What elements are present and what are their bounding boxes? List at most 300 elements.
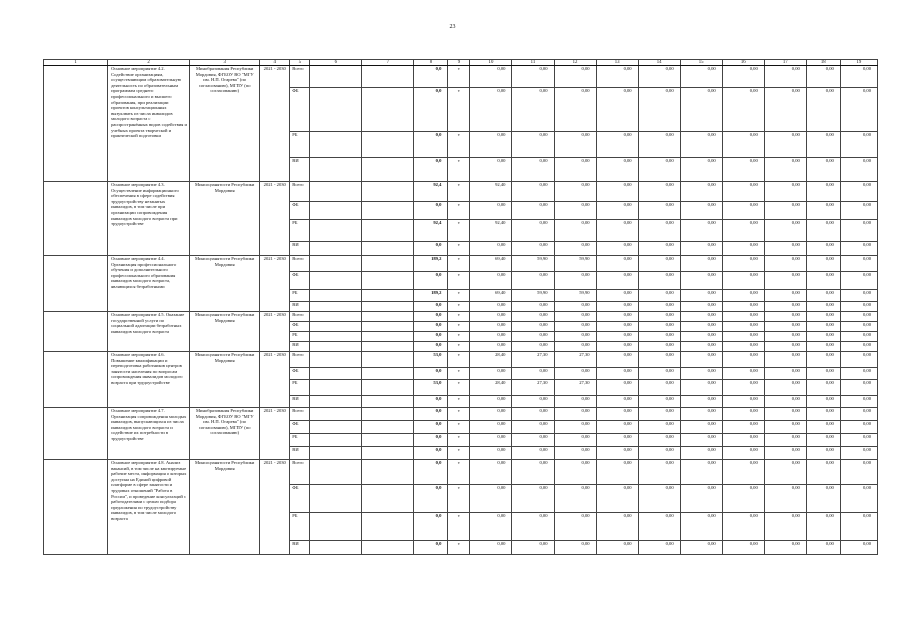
total-amount: 53,0: [414, 352, 448, 368]
year-value: 0,00: [554, 434, 596, 447]
year-value: 0,00: [512, 88, 554, 132]
year-value: 0,00: [638, 132, 680, 158]
year-value: 0,00: [470, 158, 512, 182]
year-value: 0,00: [806, 132, 840, 158]
empty-cell: [362, 513, 414, 541]
year-value: 0,00: [680, 312, 722, 322]
year-value: 0,00: [680, 272, 722, 290]
empty-cell: [362, 447, 414, 460]
year-value: 0,00: [638, 421, 680, 434]
year-value: 0,00: [764, 312, 806, 322]
year-value: 0,00: [596, 368, 638, 380]
unit-cell: т: [448, 541, 470, 555]
year-value: 0,00: [512, 302, 554, 312]
year-value: 0,00: [764, 132, 806, 158]
implementation-period: 2021 - 2030: [260, 408, 290, 460]
year-value: 0,00: [470, 513, 512, 541]
year-value: 0,00: [764, 242, 806, 256]
year-value: 0,00: [840, 513, 877, 541]
year-value: 0,00: [680, 182, 722, 202]
activity-name: Основное мероприятие 4.3. Осуществление информационного обеспечения в сфере содействия трудоустройству незанятых инвалидов, в том числе при организации сопровождения инвалидов молодого возраста при трудоустройстве: [108, 182, 190, 256]
year-value: 0,00: [806, 447, 840, 460]
year-value: 0,00: [554, 513, 596, 541]
column-number: 14: [638, 60, 680, 66]
row-number-cell: [44, 256, 108, 312]
year-value: 0,00: [764, 368, 806, 380]
year-value: 0,00: [806, 220, 840, 242]
year-value: 0,00: [554, 302, 596, 312]
year-value: 0,00: [840, 66, 877, 88]
page-number: 23: [449, 24, 456, 30]
year-value: 0,00: [596, 380, 638, 396]
year-value: 0,00: [638, 202, 680, 220]
year-value: 59,90: [554, 290, 596, 302]
row-number-cell: [44, 352, 108, 408]
empty-cell: [310, 220, 362, 242]
column-number: 10: [470, 60, 512, 66]
year-value: 0,00: [722, 322, 764, 332]
empty-cell: [362, 302, 414, 312]
row-number-cell: [44, 312, 108, 352]
year-value: 0,00: [764, 66, 806, 88]
empty-cell: [310, 256, 362, 272]
year-value: 0,00: [764, 408, 806, 421]
unit-cell: т: [448, 272, 470, 290]
year-value: 0,00: [638, 368, 680, 380]
unit-cell: т: [448, 182, 470, 202]
year-value: 0,00: [806, 290, 840, 302]
year-value: 0,00: [764, 342, 806, 352]
year-value: 0,00: [764, 182, 806, 202]
responsible-party: Минсоцзанятости Республики Мордовия: [190, 182, 260, 256]
year-value: 0,00: [680, 132, 722, 158]
unit-cell: т: [448, 368, 470, 380]
empty-cell: [310, 322, 362, 332]
funding-source: РБ: [290, 290, 310, 302]
year-value: 0,00: [840, 220, 877, 242]
year-value: 0,00: [680, 485, 722, 513]
funding-source: ФБ: [290, 421, 310, 434]
year-value: 0,00: [680, 421, 722, 434]
budget-table: [43, 59, 878, 555]
total-amount: 92,4: [414, 220, 448, 242]
row-number-cell: [44, 408, 108, 460]
funding-source: Всего: [290, 312, 310, 322]
year-value: 69,40: [470, 290, 512, 302]
year-value: 0,00: [680, 342, 722, 352]
unit-cell: т: [448, 202, 470, 220]
empty-cell: [310, 434, 362, 447]
year-value: 0,00: [680, 541, 722, 555]
year-value: 0,00: [840, 158, 877, 182]
year-value: 28,40: [470, 352, 512, 368]
responsible-party: Минсоцзанятости Республики Мордовия: [190, 460, 260, 555]
column-number: 6: [310, 60, 362, 66]
year-value: 0,00: [764, 434, 806, 447]
year-value: 0,00: [470, 66, 512, 88]
empty-cell: [310, 242, 362, 256]
year-value: 0,00: [554, 342, 596, 352]
year-value: 0,00: [596, 256, 638, 272]
table-row: [44, 182, 878, 202]
year-value: 0,00: [840, 447, 877, 460]
funding-source: ФБ: [290, 88, 310, 132]
year-value: 0,00: [680, 88, 722, 132]
empty-cell: [310, 408, 362, 421]
year-value: 0,00: [512, 158, 554, 182]
year-value: 0,00: [840, 132, 877, 158]
empty-cell: [362, 242, 414, 256]
funding-source: Всего: [290, 66, 310, 88]
empty-cell: [362, 352, 414, 368]
year-value: 0,00: [722, 158, 764, 182]
empty-cell: [310, 132, 362, 158]
year-value: 0,00: [680, 352, 722, 368]
unit-cell: т: [448, 342, 470, 352]
total-amount: 0,0: [414, 541, 448, 555]
empty-cell: [362, 132, 414, 158]
year-value: 0,00: [840, 434, 877, 447]
table-row: [44, 312, 878, 322]
year-value: 0,00: [764, 396, 806, 408]
year-value: 0,00: [722, 408, 764, 421]
row-number-cell: [44, 66, 108, 182]
year-value: 0,00: [840, 88, 877, 132]
year-value: 0,00: [554, 242, 596, 256]
year-value: 0,00: [806, 302, 840, 312]
funding-source: ВИ: [290, 447, 310, 460]
unit-cell: т: [448, 352, 470, 368]
year-value: 0,00: [554, 485, 596, 513]
funding-source: РБ: [290, 434, 310, 447]
unit-cell: т: [448, 158, 470, 182]
activity-name: Основное мероприятие 4.6. Повышение квалификации и переподготовка работников центров занятости населения по вопросам сопровождения инвалидов молодого возраста при трудоустройстве: [108, 352, 190, 408]
year-value: 0,00: [512, 421, 554, 434]
year-value: 0,00: [840, 302, 877, 312]
empty-cell: [310, 332, 362, 342]
year-value: 0,00: [840, 242, 877, 256]
year-value: 0,00: [638, 182, 680, 202]
funding-source: РБ: [290, 513, 310, 541]
year-value: 0,00: [722, 541, 764, 555]
table-row: [44, 66, 878, 88]
funding-source: ФБ: [290, 368, 310, 380]
total-amount: 0,0: [414, 158, 448, 182]
year-value: 0,00: [722, 220, 764, 242]
year-value: 0,00: [806, 202, 840, 220]
total-amount: 0,0: [414, 132, 448, 158]
year-value: 0,00: [680, 408, 722, 421]
total-amount: 0,0: [414, 408, 448, 421]
year-value: 0,00: [840, 342, 877, 352]
year-value: 0,00: [638, 447, 680, 460]
year-value: 0,00: [554, 322, 596, 332]
year-value: 0,00: [470, 342, 512, 352]
activity-name: Основное мероприятие 4.5. Оказание государственной услуги по социальной адаптации безработных инвалидов молодого возраста: [108, 312, 190, 352]
activity-name: Основное мероприятие 4.7. Организация сопровождения молодых инвалидов, выпускающихся из числа инвалидов молодого возраста и содействие их потребности в трудоустройстве: [108, 408, 190, 460]
year-value: 0,00: [554, 182, 596, 202]
year-value: 0,00: [638, 332, 680, 342]
year-value: 0,00: [512, 132, 554, 158]
year-value: 0,00: [638, 272, 680, 290]
year-value: 0,00: [470, 88, 512, 132]
funding-source: РБ: [290, 332, 310, 342]
year-value: 0,00: [722, 332, 764, 342]
year-value: 0,00: [554, 421, 596, 434]
column-number: 15: [680, 60, 722, 66]
year-value: 0,00: [596, 88, 638, 132]
year-value: 0,00: [512, 312, 554, 322]
year-value: 0,00: [470, 408, 512, 421]
activity-name: Основное мероприятие 4.4. Организация профессионального обучения и дополнительного профессионального образования инвалидов молодого возраста, являющихся безработными: [108, 256, 190, 312]
table-row: [44, 460, 878, 485]
funding-source: Всего: [290, 352, 310, 368]
year-value: 0,00: [722, 352, 764, 368]
year-value: 0,00: [764, 332, 806, 342]
year-value: 0,00: [806, 368, 840, 380]
unit-cell: т: [448, 408, 470, 421]
year-value: 0,00: [722, 380, 764, 396]
year-value: 0,00: [512, 272, 554, 290]
activity-name: Основное мероприятие 4.2. Содействие организациям, осуществляющим образовательную деятельность по образовательным программам среднего профессионального и высшего образования, при реализации проектов консультационных вызуклвать из числа инвалидов молодого возраста с распространённых видов содействия и учебных проекта творческой и практической подготовки: [108, 66, 190, 182]
year-value: 0,00: [806, 242, 840, 256]
year-value: 0,00: [638, 322, 680, 332]
year-value: 0,00: [596, 352, 638, 368]
unit-cell: т: [448, 434, 470, 447]
year-value: 0,00: [470, 447, 512, 460]
year-value: 0,00: [596, 460, 638, 485]
year-value: 0,00: [806, 332, 840, 342]
empty-cell: [310, 421, 362, 434]
total-amount: 0,0: [414, 447, 448, 460]
year-value: 0,00: [470, 302, 512, 312]
empty-cell: [362, 368, 414, 380]
year-value: 0,00: [512, 513, 554, 541]
total-amount: 189,2: [414, 256, 448, 272]
year-value: 0,00: [840, 408, 877, 421]
year-value: 0,00: [680, 256, 722, 272]
empty-cell: [362, 256, 414, 272]
year-value: 0,00: [840, 322, 877, 332]
funding-source: ВИ: [290, 541, 310, 555]
year-value: 0,00: [680, 66, 722, 88]
activity-name: Основное мероприятие 4.8. Анализ вакансий, в том числе на квотируемые рабочие места, информация о которых доступна на Единой цифровой платформе в сфере занятости и трудовых отношений "Работа в России", и проведение консультаций с работодателями с целью подбора предложения по трудоустройству инвалидов, в том числе молодого возраста: [108, 460, 190, 555]
year-value: 0,00: [840, 312, 877, 322]
year-value: 0,00: [806, 434, 840, 447]
year-value: 0,00: [840, 380, 877, 396]
year-value: 0,00: [512, 434, 554, 447]
year-value: 0,00: [554, 132, 596, 158]
year-value: 0,00: [764, 202, 806, 220]
year-value: 27,30: [512, 352, 554, 368]
year-value: 0,00: [638, 312, 680, 322]
year-value: 0,00: [638, 158, 680, 182]
funding-source: ВИ: [290, 342, 310, 352]
year-value: 59,90: [512, 290, 554, 302]
year-value: 0,00: [806, 342, 840, 352]
year-value: 28,40: [470, 380, 512, 396]
unit-cell: т: [448, 396, 470, 408]
year-value: 0,00: [554, 460, 596, 485]
year-value: 0,00: [764, 421, 806, 434]
unit-cell: т: [448, 66, 470, 88]
year-value: 0,00: [638, 290, 680, 302]
unit-cell: т: [448, 322, 470, 332]
year-value: 0,00: [722, 242, 764, 256]
column-number: 19: [840, 60, 877, 66]
year-value: 0,00: [764, 158, 806, 182]
empty-cell: [362, 485, 414, 513]
year-value: 0,00: [680, 447, 722, 460]
year-value: 0,00: [512, 66, 554, 88]
unit-cell: т: [448, 421, 470, 434]
year-value: 0,00: [512, 332, 554, 342]
empty-cell: [362, 202, 414, 220]
year-value: 0,00: [722, 182, 764, 202]
empty-cell: [362, 541, 414, 555]
year-value: 0,00: [638, 434, 680, 447]
year-value: 0,00: [806, 272, 840, 290]
year-value: 0,00: [806, 408, 840, 421]
table-row: [44, 352, 878, 368]
total-amount: 0,0: [414, 342, 448, 352]
year-value: 0,00: [680, 434, 722, 447]
column-number: 12: [554, 60, 596, 66]
empty-cell: [310, 182, 362, 202]
empty-cell: [310, 66, 362, 88]
unit-cell: т: [448, 447, 470, 460]
year-value: 0,00: [806, 485, 840, 513]
year-value: 0,00: [722, 396, 764, 408]
empty-cell: [362, 380, 414, 396]
empty-cell: [362, 332, 414, 342]
year-value: 0,00: [596, 290, 638, 302]
unit-cell: т: [448, 312, 470, 322]
implementation-period: 2021 - 2030: [260, 66, 290, 182]
year-value: 0,00: [764, 460, 806, 485]
column-number: 7: [362, 60, 414, 66]
year-value: 0,00: [680, 513, 722, 541]
column-number: 4: [260, 60, 290, 66]
empty-cell: [310, 342, 362, 352]
empty-cell: [310, 290, 362, 302]
empty-cell: [362, 421, 414, 434]
year-value: 0,00: [596, 541, 638, 555]
total-amount: 0,0: [414, 434, 448, 447]
year-value: 0,00: [554, 312, 596, 322]
year-value: 0,00: [680, 368, 722, 380]
funding-source: ФБ: [290, 485, 310, 513]
year-value: 0,00: [554, 66, 596, 88]
year-value: 0,00: [470, 396, 512, 408]
year-value: 0,00: [554, 88, 596, 132]
total-amount: 0,0: [414, 396, 448, 408]
empty-cell: [310, 272, 362, 290]
year-value: 0,00: [512, 202, 554, 220]
year-value: 0,00: [596, 421, 638, 434]
year-value: 0,00: [512, 322, 554, 332]
year-value: 0,00: [764, 513, 806, 541]
total-amount: 0,0: [414, 485, 448, 513]
year-value: 0,00: [764, 272, 806, 290]
year-value: 0,00: [840, 368, 877, 380]
responsible-party: Минсоцзанятости Республики Мордовия: [190, 256, 260, 312]
row-number-cell: [44, 460, 108, 555]
year-value: 0,00: [596, 272, 638, 290]
year-value: 0,00: [638, 220, 680, 242]
funding-source: ВИ: [290, 302, 310, 312]
total-amount: 0,0: [414, 368, 448, 380]
empty-cell: [362, 460, 414, 485]
year-value: 0,00: [470, 368, 512, 380]
total-amount: 0,0: [414, 332, 448, 342]
responsible-party: Минобразования Республики Мордовия, ФГБОУ ВО "МГУ им. Н.П. Огарева" (по согласованию), МГПУ (по согласованию): [190, 408, 260, 460]
year-value: 0,00: [638, 408, 680, 421]
unit-cell: т: [448, 513, 470, 541]
unit-cell: т: [448, 290, 470, 302]
year-value: 0,00: [596, 182, 638, 202]
total-amount: 0,0: [414, 302, 448, 312]
implementation-period: 2021 - 2030: [260, 182, 290, 256]
funding-source: ФБ: [290, 322, 310, 332]
year-value: 0,00: [596, 447, 638, 460]
year-value: 0,00: [764, 290, 806, 302]
year-value: 0,00: [722, 312, 764, 322]
year-value: 0,00: [470, 421, 512, 434]
year-value: 0,00: [554, 158, 596, 182]
total-amount: 0,0: [414, 88, 448, 132]
empty-cell: [310, 460, 362, 485]
column-number: 11: [512, 60, 554, 66]
empty-cell: [362, 408, 414, 421]
empty-cell: [310, 158, 362, 182]
year-value: 0,00: [764, 352, 806, 368]
unit-cell: т: [448, 332, 470, 342]
unit-cell: т: [448, 380, 470, 396]
implementation-period: 2021 - 2030: [260, 352, 290, 408]
year-value: 0,00: [840, 421, 877, 434]
year-value: 0,00: [806, 460, 840, 485]
year-value: 0,00: [764, 220, 806, 242]
year-value: 0,00: [722, 513, 764, 541]
year-value: 27,30: [554, 352, 596, 368]
year-value: 0,00: [722, 202, 764, 220]
year-value: 0,00: [596, 132, 638, 158]
year-value: 0,00: [764, 380, 806, 396]
year-value: 0,00: [722, 485, 764, 513]
unit-cell: т: [448, 88, 470, 132]
empty-cell: [362, 158, 414, 182]
year-value: 0,00: [512, 242, 554, 256]
empty-cell: [310, 202, 362, 220]
year-value: 0,00: [512, 485, 554, 513]
column-number: 17: [764, 60, 806, 66]
funding-source: РБ: [290, 220, 310, 242]
unit-cell: т: [448, 460, 470, 485]
year-value: 0,00: [596, 202, 638, 220]
year-value: 27,30: [554, 380, 596, 396]
funding-source: Всего: [290, 256, 310, 272]
year-value: 0,00: [638, 380, 680, 396]
empty-cell: [310, 396, 362, 408]
year-value: 0,00: [596, 485, 638, 513]
column-number: 16: [722, 60, 764, 66]
year-value: 0,00: [596, 434, 638, 447]
year-value: 0,00: [512, 447, 554, 460]
year-value: 0,00: [722, 88, 764, 132]
year-value: 0,00: [806, 380, 840, 396]
year-value: 0,00: [680, 332, 722, 342]
